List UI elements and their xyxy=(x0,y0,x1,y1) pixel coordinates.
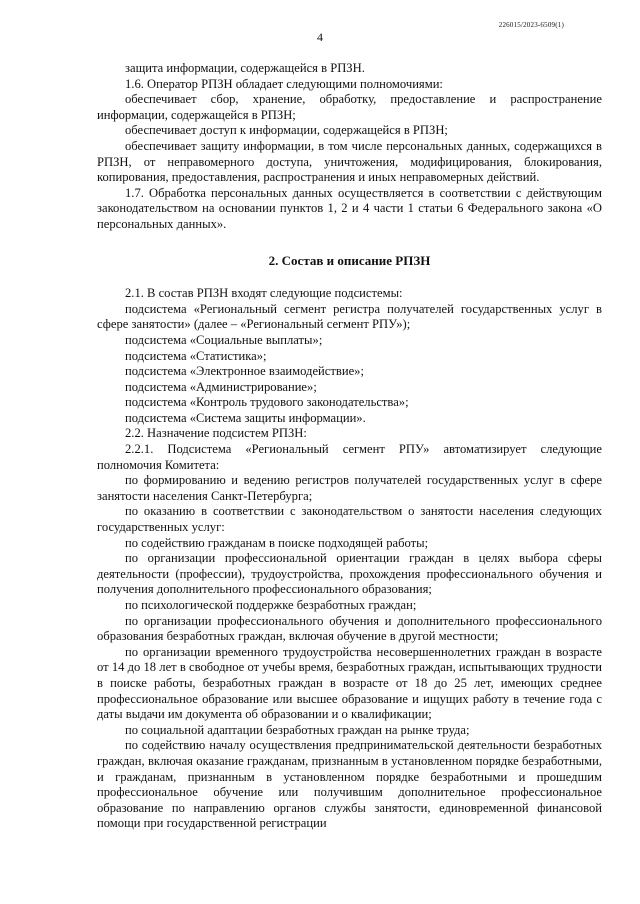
paragraph: по содействию гражданам в поиске подходящей работы; xyxy=(125,535,429,550)
paragraph: 1.7. Обработка персональных данных осуществляется в соответствии с действующим законодательством на основании пунктов 1, 2 и 4 части 1 статьи 6 Федерального закона «О персональных данных». xyxy=(97,185,602,231)
paragraph: обеспечивает доступ к информации, содержащейся в РПЗН; xyxy=(125,123,448,138)
paragraph: 1.6. Оператор РПЗН обладает следующими полномочиями: xyxy=(125,76,443,91)
paragraph: подсистема «Контроль трудового законодательства»; xyxy=(125,395,409,410)
paragraph: по содействию началу осуществления предпринимательской деятельности безработных граждан, включая оказание гражданам, признанным в установленном порядке безработными, и гражданам, признанным в установленном порядке безработными и прошедшим профессиональное обучение или получившим дополнительное профессиональное образование по направлению органов службы занятости, единовременной финансовой помощи при государственной регистрации xyxy=(97,738,602,831)
paragraph: защита информации, содержащейся в РПЗН. xyxy=(125,61,365,75)
paragraph: по организации временного трудоустройства несовершеннолетних граждан в возрасте от 14 до 18 лет в свободное от учебы время, безработных граждан, испытывающих трудности в поиске работы, безработных граждан в возрасте от 18 до 25 лет, имеющих среднее профессиональное образование или высшее образование и ищущих работу в течение года с даты выдачи им документа об образовании и о квалификации; xyxy=(97,644,602,722)
paragraph: по организации профессионального обучения и дополнительного профессионального образования безработных граждан, включая обучение в другой местности; xyxy=(97,613,602,644)
paragraph: подсистема «Региональный сегмент регистра получателей государственных услуг в сфере занятости» (далее – «Региональный сегмент РПУ»); xyxy=(97,301,602,332)
page-number: 4 xyxy=(317,30,323,44)
paragraph: обеспечивает сбор, хранение, обработку, предоставление и распространение информации, содержащейся в РПЗН; xyxy=(97,92,602,122)
paragraph: по организации профессиональной ориентации граждан в целях выбора сферы деятельности (профессии), трудоустройства, прохождения профессионального обучения и получения дополнительного профессионального образования; xyxy=(97,551,602,597)
paragraph: подсистема «Электронное взаимодействие»; xyxy=(125,364,364,379)
paragraph: по социальной адаптации безработных граждан на рынке труда; xyxy=(125,722,470,737)
paragraph: подсистема «Администрирование»; xyxy=(125,379,317,394)
paragraph: по оказанию в соответствии с законодательством о занятости населения следующих государственных услуг: xyxy=(97,504,602,535)
paragraph: 2.1. В состав РПЗН входят следующие подсистемы: xyxy=(125,286,403,301)
section-heading: 2. Состав и описание РПЗН xyxy=(268,252,431,268)
paragraph: 2.2.1. Подсистема «Региональный сегмент РПУ» автоматизирует следующие полномочия Комитета: xyxy=(97,442,602,472)
paragraph: подсистема «Социальные выплаты»; xyxy=(125,332,323,347)
document-id: 226015/2023-6509(1) xyxy=(498,21,564,29)
paragraph: по психологической поддержке безработных граждан; xyxy=(125,598,417,612)
paragraph: подсистема «Статистика»; xyxy=(125,348,267,363)
paragraph: 2.2. Назначение подсистем РПЗН: xyxy=(125,426,307,441)
paragraph: обеспечивает защиту информации, в том числе персональных данных, содержащихся в РПЗН, от неправомерного доступа, уничтожения, модифицирования, блокирования, копирования, предоставления, распространения и иных неправомерных действий. xyxy=(97,138,602,185)
document-body xyxy=(97,61,602,832)
paragraph: подсистема «Система защиты информации». xyxy=(125,410,366,425)
paragraph: по формированию и ведению регистров получателей государственных услуг в сфере занятости населения Санкт-Петербурга; xyxy=(97,473,602,503)
